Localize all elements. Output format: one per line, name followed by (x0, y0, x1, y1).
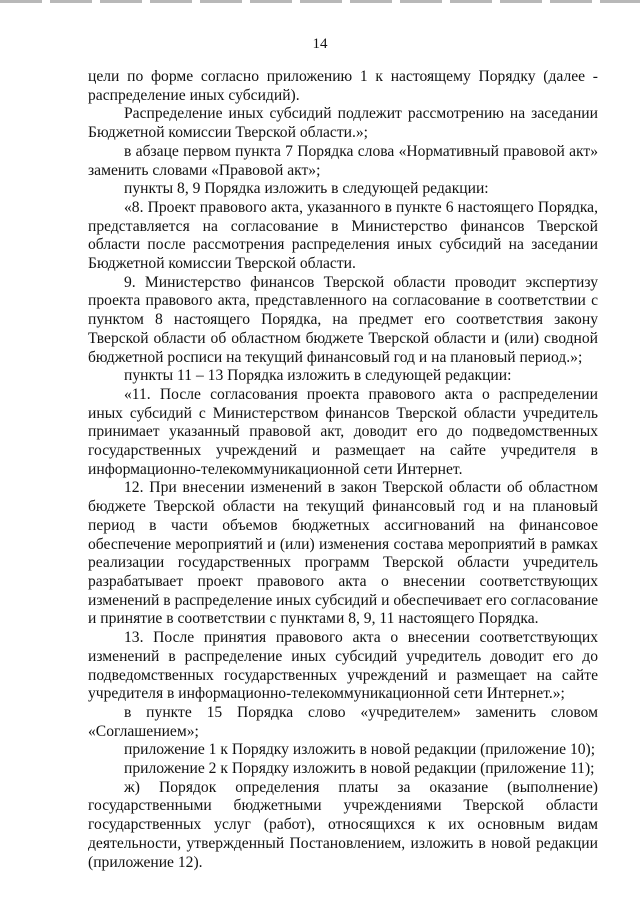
paragraph: приложение 1 к Порядку изложить в новой редакции (приложение 10); (124, 741, 596, 759)
paragraph: 13. После принятия правового акта о внесении соответствующих изменений в распределение иных субсидий учредитель доводит его до подведомственных государственных учреждений и размещает на сайте учредителя в информационно-телекоммуникационной сети Интернет.»; (88, 629, 598, 703)
paragraph: пункты 11 – 13 Порядка изложить в следующей редакции: (124, 367, 512, 385)
paragraph: в пункте 15 Порядка слово «учредителем» заменить словом «Соглашением»; (88, 703, 598, 740)
paragraph: в абзаце первом пункта 7 Порядка слова «Нормативный правовой акт» заменить словами «Правовой акт»; (88, 142, 598, 179)
paragraph: приложение 2 к Порядку изложить в новой редакции (приложение 11); (124, 760, 595, 778)
paragraph: ж) Порядок определения платы за оказание (выполнение) государственными бюджетными учреждениями Тверской области государственных услуг (работ), относящихся к их основным видам деятельности, утвержденный Постановлением, изложить в новой редакции (приложение 12). (88, 778, 598, 871)
document-body (88, 68, 598, 872)
paragraph: «11. После согласования проекта правового акта о распределении иных субсидий с Министерством финансов Тверской области учредитель принимает указанный правовой акт, доводит его до подведомственных государственных учреждений и размещает на сайте учредителя в информационно-телекоммуникационной сети Интернет. (88, 385, 598, 478)
paragraph: цели по форме согласно приложению 1 к настоящему Порядку (далее - распределение иных субсидий). (88, 68, 598, 104)
paragraph: 9. Министерство финансов Тверской области проводит экспертизу проекта правового акта, представленного на согласование в соответствии с пунктом 8 настоящего Порядка, на предмет его соответствия закону Тверской области об областном бюджете Тверской области и (или) сводной бюджетной росписи на текущий финансовый год и на плановый период.»; (88, 273, 598, 366)
paragraph: 12. При внесении изменений в закон Тверской области об областном бюджете Тверской области на текущий финансовый год и на плановый период в части объемов бюджетных ассигнований на финансовое обеспечение мероприятий и (или) изменения состава мероприятий в рамках реализации государственных программ Тверской области учредитель разрабатывает проект правового акта о внесении соответствующих изменений в распределение иных субсидий и обеспечивает его согласование и принятие в соответствии с пунктами 8, 9, 11 настоящего Порядка. (88, 479, 598, 628)
scan-top-edge (0, 0, 640, 3)
page-number: 14 (312, 36, 328, 52)
paragraph: пункты 8, 9 Порядка изложить в следующей редакции: (124, 180, 489, 198)
paragraph: Распределение иных субсидий подлежит рассмотрению на заседании Бюджетной комиссии Тверской области.»; (88, 105, 598, 142)
paragraph: «8. Проект правового акта, указанного в пункте 6 настоящего Порядка, представляется на согласование в Министерство финансов Тверской области после рассмотрения распределения иных субсидий на заседании Бюджетной комиссии Тверской области. (88, 198, 598, 273)
